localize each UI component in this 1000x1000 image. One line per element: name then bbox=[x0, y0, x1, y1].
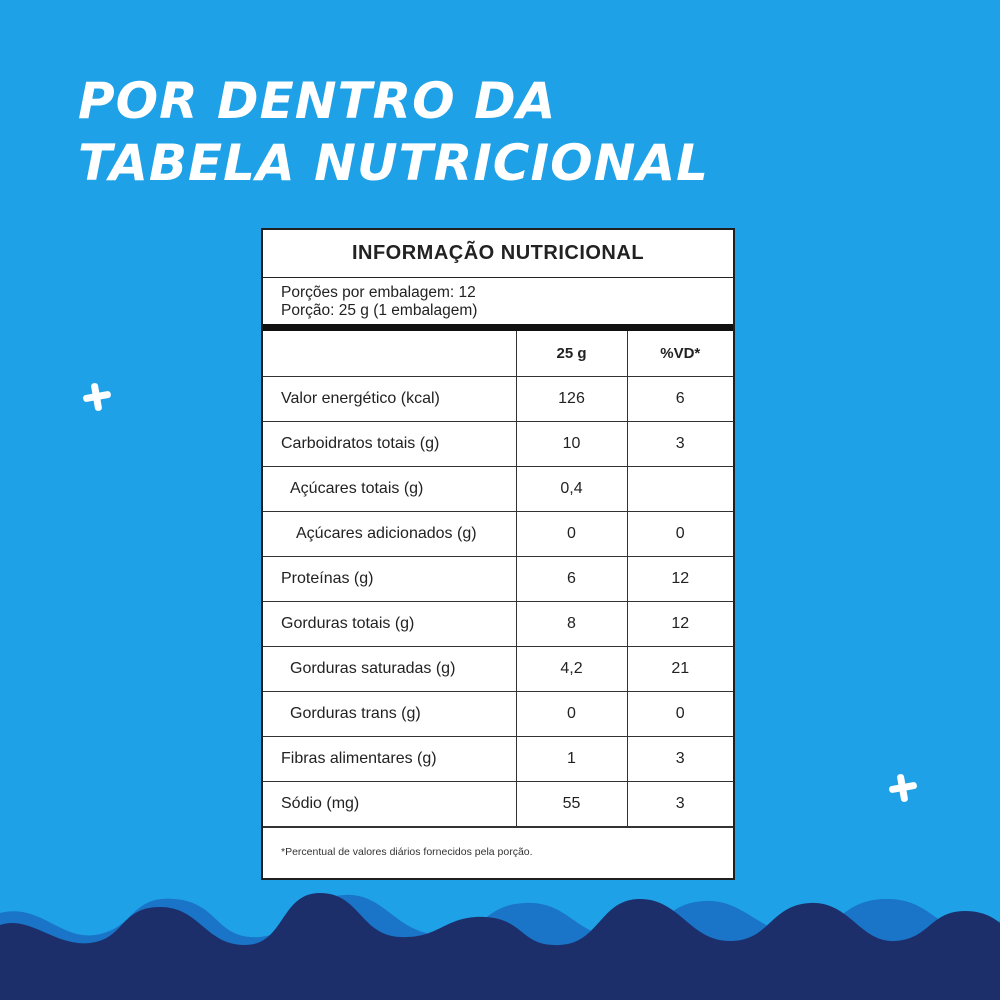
nutrient-amount: 8 bbox=[516, 602, 627, 647]
nutrient-name: Gorduras totais (g) bbox=[263, 602, 516, 647]
nutrient-name: Proteínas (g) bbox=[263, 557, 516, 602]
nutrient-amount: 0 bbox=[516, 512, 627, 557]
nutrient-amount: 126 bbox=[516, 377, 627, 422]
nutrient-amount: 10 bbox=[516, 422, 627, 467]
table-row bbox=[263, 782, 733, 827]
nutrient-daily-value: 0 bbox=[627, 692, 733, 737]
nutrient-amount: 6 bbox=[516, 557, 627, 602]
nutrition-label bbox=[261, 228, 735, 880]
nutrient-daily-value bbox=[627, 467, 733, 512]
nutrient-daily-value: 3 bbox=[627, 782, 733, 827]
nutrient-daily-value: 0 bbox=[627, 512, 733, 557]
nutrient-daily-value: 21 bbox=[627, 647, 733, 692]
nutrient-daily-value: 3 bbox=[627, 422, 733, 467]
nutrient-name: Açúcares totais (g) bbox=[263, 467, 516, 512]
servings-per-package: Porções por embalagem: 12 bbox=[281, 284, 476, 301]
headline-line-1: POR DENTRO DA bbox=[78, 72, 557, 130]
serving-info bbox=[263, 278, 733, 331]
headline-line-2: TABELA NUTRICIONAL bbox=[78, 134, 710, 192]
serving-size: Porção: 25 g (1 embalagem) bbox=[281, 302, 478, 319]
table-row bbox=[263, 647, 733, 692]
table-header-row bbox=[263, 331, 733, 377]
table-row bbox=[263, 467, 733, 512]
nutrient-name: Açúcares adicionados (g) bbox=[263, 512, 516, 557]
nutrient-amount: 0,4 bbox=[516, 467, 627, 512]
nutrient-name: Sódio (mg) bbox=[263, 782, 516, 827]
footnote: *Percentual de valores diários fornecidos pela porção. bbox=[263, 827, 733, 878]
wave-decoration bbox=[0, 885, 1000, 1000]
nutrition-table bbox=[263, 331, 733, 827]
headline bbox=[78, 70, 709, 194]
table-row bbox=[263, 512, 733, 557]
plus-icon bbox=[81, 381, 113, 413]
nutrient-daily-value: 12 bbox=[627, 557, 733, 602]
nutrient-name: Fibras alimentares (g) bbox=[263, 737, 516, 782]
nutrient-amount: 55 bbox=[516, 782, 627, 827]
nutrient-amount: 1 bbox=[516, 737, 627, 782]
table-row bbox=[263, 422, 733, 467]
nutrient-amount: 0 bbox=[516, 692, 627, 737]
nutrient-amount: 4,2 bbox=[516, 647, 627, 692]
nutrient-daily-value: 6 bbox=[627, 377, 733, 422]
table-row bbox=[263, 737, 733, 782]
nutrient-name: Valor energético (kcal) bbox=[263, 377, 516, 422]
table-row bbox=[263, 557, 733, 602]
table-row bbox=[263, 377, 733, 422]
nutrient-daily-value: 3 bbox=[627, 737, 733, 782]
plus-icon bbox=[887, 772, 919, 804]
table-row bbox=[263, 692, 733, 737]
column-header-nutrient bbox=[263, 331, 516, 377]
nutrition-label-title: INFORMAÇÃO NUTRICIONAL bbox=[263, 230, 733, 278]
table-row bbox=[263, 602, 733, 647]
column-header-amount: 25 g bbox=[516, 331, 627, 377]
nutrient-daily-value: 12 bbox=[627, 602, 733, 647]
nutrient-name: Gorduras saturadas (g) bbox=[263, 647, 516, 692]
nutrient-name: Carboidratos totais (g) bbox=[263, 422, 516, 467]
nutrient-name: Gorduras trans (g) bbox=[263, 692, 516, 737]
column-header-daily-value: %VD* bbox=[627, 331, 733, 377]
